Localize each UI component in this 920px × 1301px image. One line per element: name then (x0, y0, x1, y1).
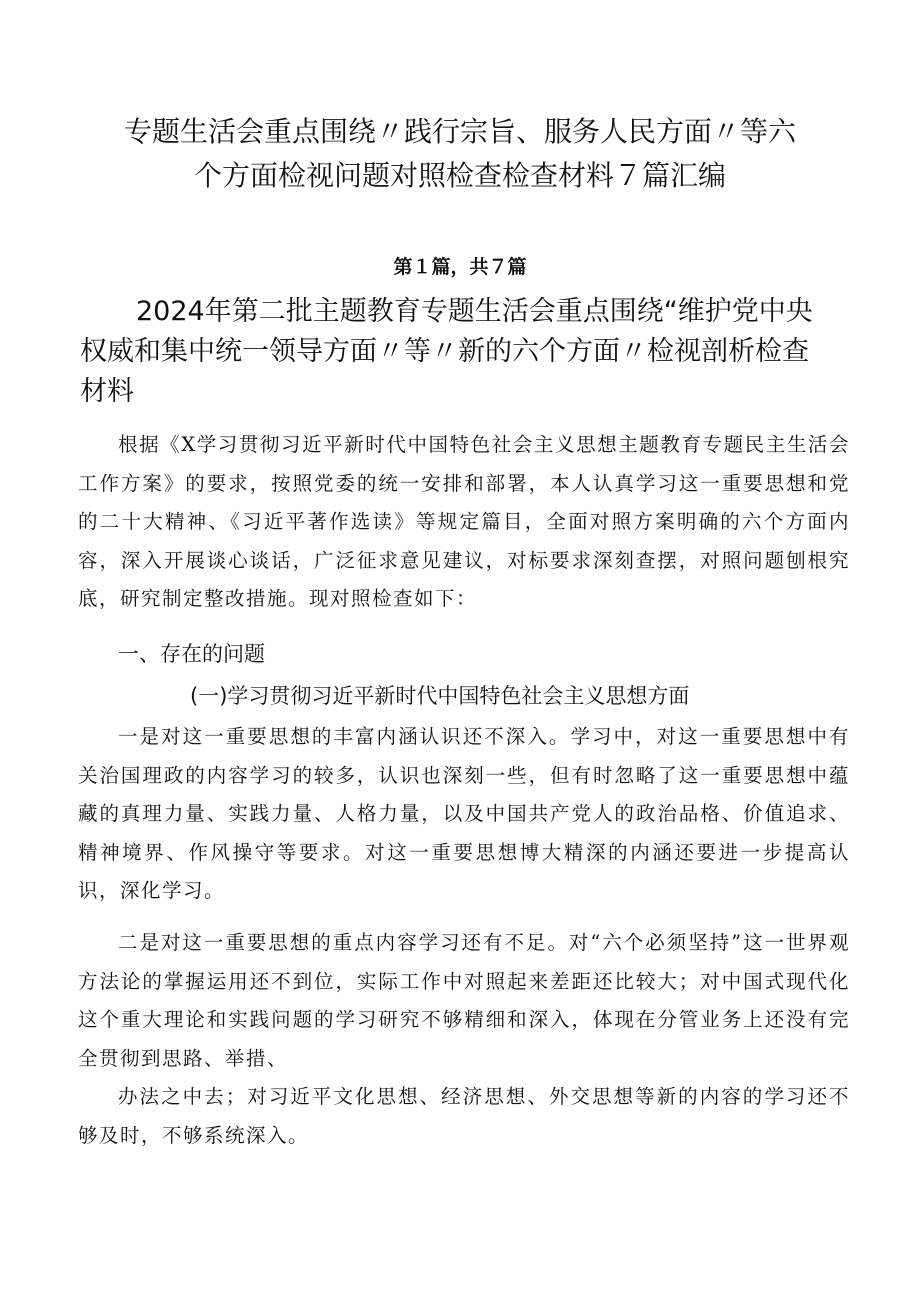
document-title-line-1: 专题生活会重点围绕〃践行宗旨、服务人民方面〃等六 (123, 115, 796, 148)
document-title (60, 110, 860, 198)
intro-paragraph: 根据《X学习贯彻习近平新时代中国特色社会主义思想主题教育专题民主生活会工作方案》的要求，按照党委的统一安排和部署，本人认真学习这一重要思想和党的二十大精神、《习近平著作选读》等规定篇目，全面对照方案明确的六个方面内容，深入开展谈心谈话，广泛征求意见建议，对标要求深刻查摆，对照问题刨根究底，研究制定整改措施。现对照检查如下： (78, 433, 850, 611)
paragraph-two-part-1: 二是对这一重要思想的重点内容学习还有不足。对“六个必须坚持”这一世界观方法论的掌握运用还不到位，实际工作中对照起来差距还比较大；对中国式现代化这个重大理论和实践问题的学习研究不够精细和深入，体现在分管业务上还没有完全贯彻到思路、举措、 (78, 931, 850, 1070)
paragraph-two-part-2: 办法之中去；对习近平文化思想、经济思想、外交思想等新的内容的学习还不够及时，不够系统深入。 (78, 1085, 850, 1147)
subsection-heading: (一)学习贯彻习近平新时代中国特色社会主义思想方面 (190, 684, 690, 708)
paragraph-one: 一是对这一重要思想的丰富内涵认识还不深入。学习中，对这一重要思想中有关治国理政的内容学习的较多，认识也深刻一些，但有时忽略了这一重要思想中蕴藏的真理力量、实践力量、人格力量，以及中国共产党人的政治品格、价值追求、精神境界、作风操守等要求。对这一重要思想博大精深的内涵还要进一步提高认识，深化学习。 (78, 725, 850, 903)
article-title-line-1: 2024年第二批主题教育专题生活会重点围绕“维护党中央 (136, 296, 813, 327)
article-title-line-3: 材料 (80, 376, 134, 407)
article-title (80, 292, 848, 412)
document-title-line-2: 个方面检视问题对照检查检查材料７篇汇编 (193, 159, 726, 192)
paragraph-two (78, 924, 850, 1156)
section-heading: 一、存在的问题 (118, 642, 265, 666)
article-counter: 第１篇，共７篇 (393, 256, 527, 278)
article-title-line-2: 权威和集中统一领导方面〃等〃新的六个方面〃检视剖析检查 (80, 336, 809, 367)
